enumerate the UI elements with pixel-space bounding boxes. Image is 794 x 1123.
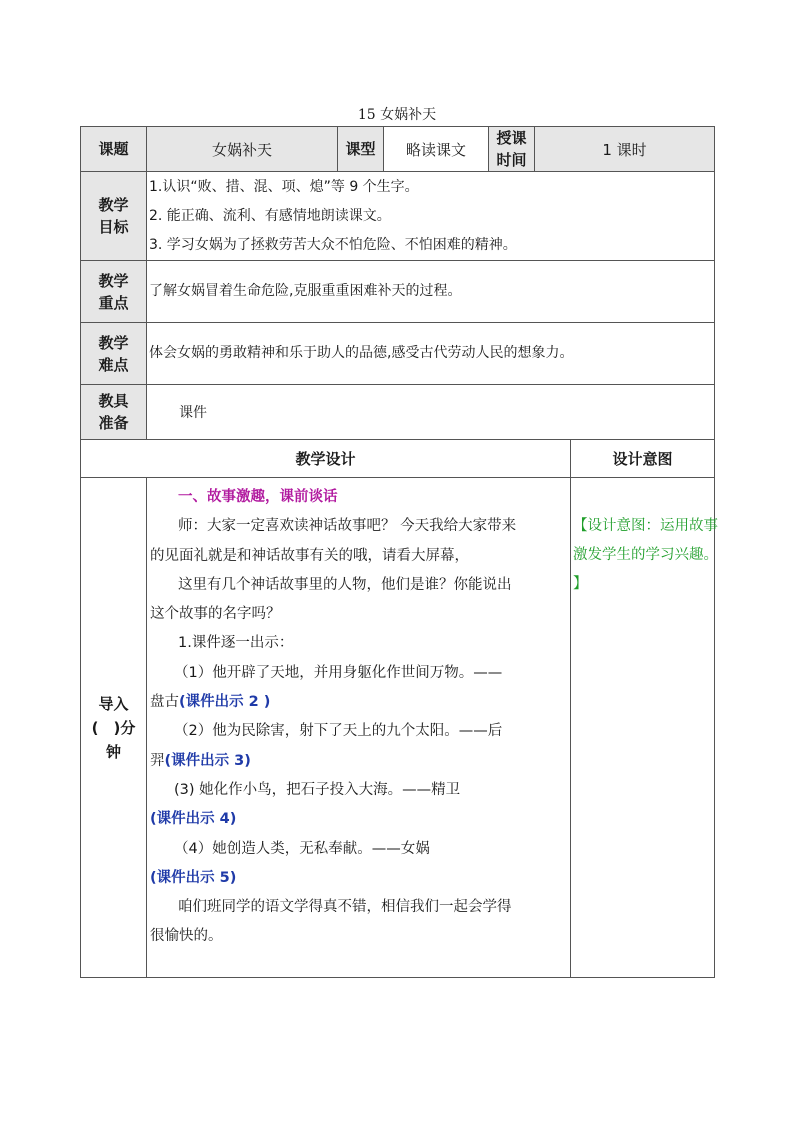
paragraph-line: 的见面礼就是和神话故事有关的哦，请看大屏幕， <box>150 547 469 564</box>
paragraph-line: 这个故事的名字吗？ <box>150 606 281 623</box>
paragraph-line: 很愉快的。 <box>150 928 223 945</box>
intent-content <box>571 478 718 978</box>
time-value: 1 课时 <box>535 127 715 172</box>
intent-line: 【设计意图：运用故事 <box>573 518 718 534</box>
paragraph-line: 这里有几个神话故事里的人物，他们是谁？你能说出 <box>178 576 512 593</box>
materials-row <box>81 385 715 440</box>
time-label <box>489 127 535 172</box>
materials-label-line1: 教具 <box>98 392 129 410</box>
goal-item: 3. 学习女娲为了拯救劳苦大众不怕危险、不怕困难的精神。 <box>149 236 517 253</box>
course-label: 课题 <box>81 127 147 172</box>
key-points-row <box>81 261 715 323</box>
answer-line <box>150 688 568 717</box>
time-label-line2: 时间 <box>496 151 527 169</box>
answer-text: 盘古 <box>150 694 179 711</box>
difficulties-label <box>81 323 147 385</box>
slide-tag: (课件出示 4) <box>150 811 237 828</box>
key-points-label-line2: 重点 <box>98 293 129 312</box>
goal-item: 2. 能正确、流利、有感情地朗读课文。 <box>149 207 391 224</box>
materials-label <box>81 385 147 440</box>
intro-section-row <box>81 478 715 978</box>
key-points-label <box>81 261 147 323</box>
design-header-row <box>81 440 715 478</box>
question-line: （2）他为民除害，射下了天上的九个太阳。——后 <box>174 723 503 740</box>
intro-side-label <box>81 478 147 978</box>
goals-label-line2: 目标 <box>98 218 129 236</box>
document-title: 15 女娲补天 <box>357 107 437 123</box>
question-line: （1）他开辟了天地，并用身躯化作世间万物。—— <box>174 664 503 681</box>
section-heading: 一、故事激趣，课前谈话 <box>178 489 338 505</box>
time-label-line1: 授课 <box>496 129 527 147</box>
intro-content <box>147 478 571 978</box>
slide-tag: (课件出示 5) <box>150 869 237 886</box>
difficulties-label-line1: 教学 <box>98 333 129 352</box>
intro-side-label-line1: 导入 <box>98 694 129 713</box>
goal-item: 1.认识“败、措、混、项、熄”等 9 个生字。 <box>149 178 419 195</box>
materials-content: 课件 <box>147 385 715 440</box>
goals-label-line1: 教学 <box>98 196 129 214</box>
difficulties-label-line2: 难点 <box>98 355 129 374</box>
slide-tag: (课件出示 3) <box>164 752 251 769</box>
list-intro: 1.课件逐一出示： <box>178 635 294 652</box>
design-header: 教学设计 <box>81 440 571 478</box>
intent-line: 】 <box>573 576 588 592</box>
key-points-content: 了解女娲冒着生命危险,克服重重困难补天的过程。 <box>147 261 715 323</box>
paragraph-line: 师：大家一定喜欢读神话故事吧？ 今天我给大家带来 <box>178 518 517 535</box>
course-value: 女娲补天 <box>147 127 338 172</box>
answer-text: 羿 <box>150 752 165 769</box>
question-line: (3) 她化作小鸟，把石子投入大海。——精卫 <box>174 781 461 798</box>
lesson-plan-table <box>80 126 718 978</box>
header-row <box>81 127 715 172</box>
intent-line: 激发学生的学习兴趣。 <box>573 547 718 563</box>
type-value: 略读课文 <box>384 127 489 172</box>
difficulties-row <box>81 323 715 385</box>
answer-line <box>150 747 568 776</box>
goals-row <box>81 172 715 261</box>
question-line: （4）她创造人类，无私奉献。——女娲 <box>174 840 430 857</box>
goals-content <box>147 172 715 261</box>
key-points-label-line1: 教学 <box>98 271 129 290</box>
difficulties-content: 体会女娲的勇敢精神和乐于助人的品德,感受古代劳动人民的想象力。 <box>147 323 715 385</box>
materials-label-line2: 准备 <box>98 414 129 432</box>
type-label: 课型 <box>338 127 384 172</box>
slide-tag: (课件出示 2 ) <box>179 694 271 711</box>
intro-side-label-line3: 钟 <box>105 742 121 761</box>
intro-side-label-line2: ( )分 <box>91 718 136 737</box>
paragraph-line: 咱们班同学的语文学得真不错，相信我们一起会学得 <box>178 899 512 916</box>
goals-label <box>81 172 147 261</box>
intent-header: 设计意图 <box>571 440 715 478</box>
